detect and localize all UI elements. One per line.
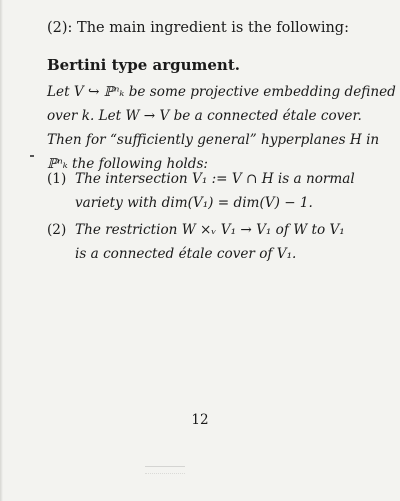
list-item-text: The intersection V₁ := V ∩ H is a normal [75, 171, 355, 187]
theorem-statement [47, 80, 396, 176]
list-item-text: The restriction W ×ᵥ V₁ → V₁ of W to V₁ [75, 222, 345, 238]
statement-line: ℙⁿₖ the following holds: [47, 156, 208, 172]
statement-line: Then for “sufficiently general” hyperplanes H in [47, 132, 380, 148]
list-item-text: variety with dim(V₁) = dim(V) − 1. [75, 195, 313, 211]
margin-mark [30, 155, 34, 157]
intro-line: (2): The main ingredient is the following: [47, 20, 349, 36]
list-item [47, 167, 357, 215]
list-item-number: (1) [47, 171, 67, 187]
list-item-text: is a connected étale cover of V₁. [75, 246, 297, 262]
page-number: 12 [191, 412, 209, 428]
list-item [47, 218, 357, 266]
statement-line: Let V ↪ ℙⁿₖ be some projective embedding defined [47, 84, 396, 100]
list-item-number: (2) [47, 222, 67, 238]
conditions-list [47, 167, 357, 269]
section-heading: Bertini type argument. [47, 56, 240, 74]
statement-line: over k. Let W → V be a connected étale cover. [47, 108, 362, 124]
scan-artifact [145, 466, 185, 474]
